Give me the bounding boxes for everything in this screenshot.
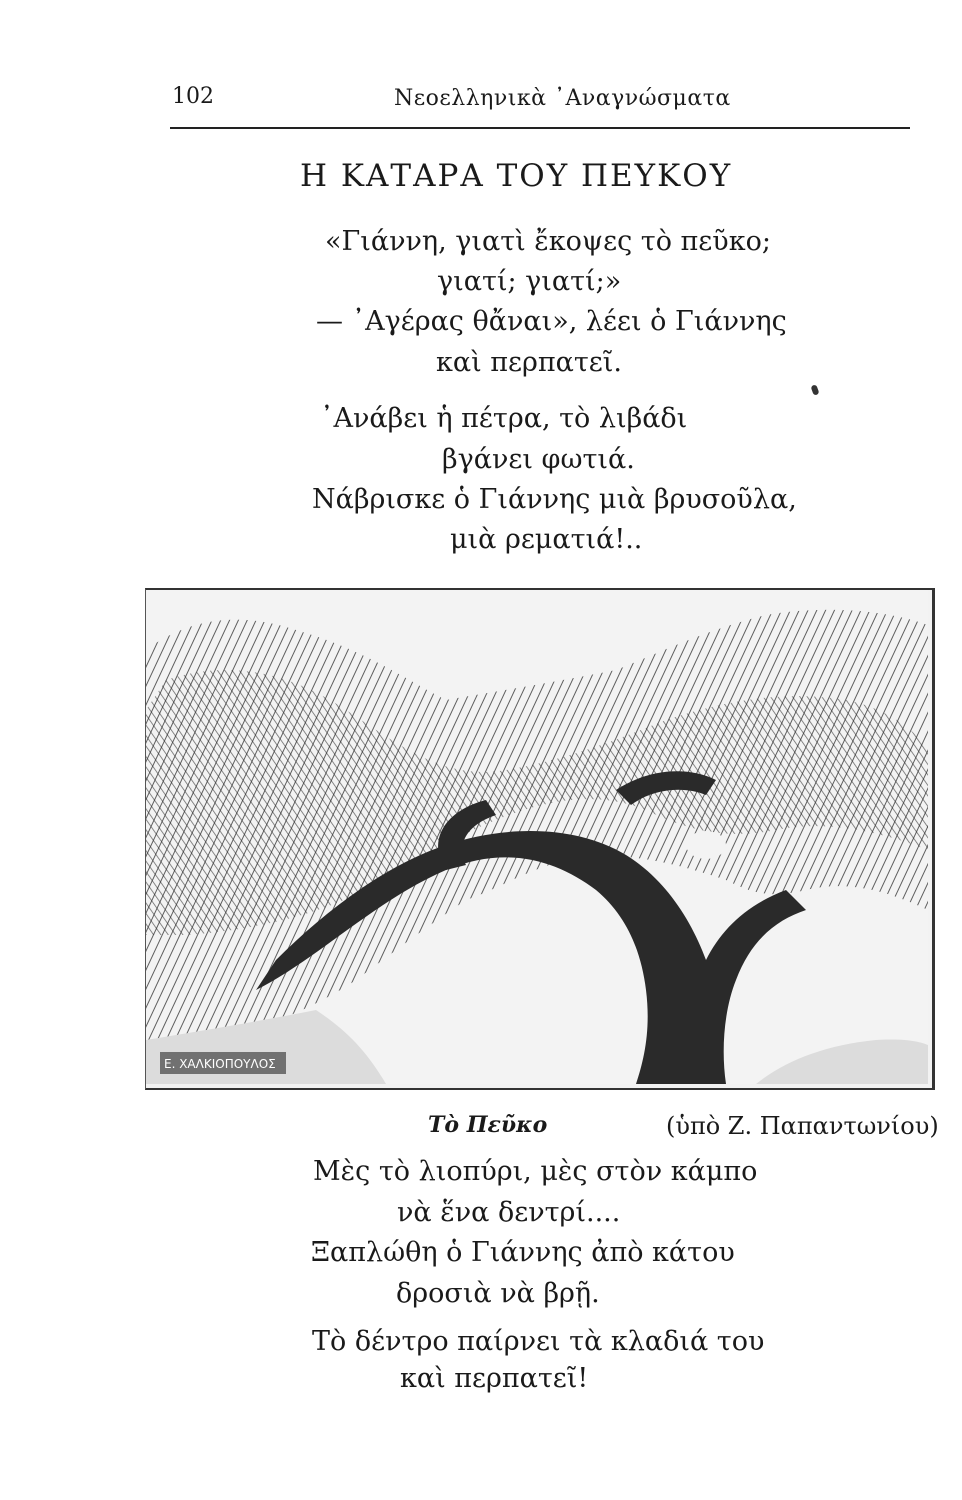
poem-line: Μὲς τὸ λιοπύρι, μὲς στὸν κάμπο — [313, 1156, 758, 1187]
poem-line: νὰ ἕνα δεντρί.... — [397, 1197, 621, 1228]
poem-line: Νάβρισκε ὁ Γιάννης μιὰ βρυσοῦλα, — [312, 484, 797, 515]
poem-line: γιατί; γιατί;» — [437, 266, 622, 297]
poem-line: — ᾿Αγέρας θἄναι», λέει ὁ Γιάννης — [316, 306, 787, 337]
page-number: 102 — [172, 84, 214, 109]
figure-caption-title: Τὸ Πεῦκο — [428, 1112, 548, 1138]
pine-tree-illustration — [145, 588, 935, 1090]
poem-title: Η ΚΑΤΑΡΑ ΤΟΥ ΠΕΥΚΟΥ — [300, 158, 733, 194]
poem-line: δροσιὰ νὰ βρῇ. — [396, 1278, 600, 1309]
ink-speck — [810, 384, 819, 395]
poem-line: μιὰ ρεματιά!.. — [450, 524, 643, 555]
poem-line: ᾿Ανάβει ἡ πέτρα, τὸ λιβάδι — [320, 403, 688, 434]
page-header — [170, 84, 910, 124]
poem-line: βγάνει φωτιά. — [442, 444, 635, 475]
poem-line: Τὸ δέντρο παίρνει τὰ κλαδιά του — [312, 1326, 765, 1357]
header-rule — [170, 127, 910, 129]
poem-line: καὶ περπατεῖ! — [400, 1363, 589, 1394]
poem-line: καὶ περπατεῖ. — [436, 347, 622, 378]
poem-line: Ξαπλώθη ὁ Γιάννης ἀπὸ κάτου — [311, 1237, 735, 1268]
poem-line: «Γιάννη, γιατὶ ἔκοψες τὸ πεῦκο; — [325, 226, 771, 257]
svg-text:Ε. ΧΑΛΚΙΟΠΟΥΛΟΣ: Ε. ΧΑΛΚΙΟΠΟΥΛΟΣ — [164, 1057, 276, 1071]
artist-signature — [160, 1052, 286, 1074]
running-title: Νεοελληνικὰ ᾿Αναγνώσματα — [394, 86, 731, 111]
figure-caption-credit: (ὑπὸ Ζ. Παπαντωνίου) — [666, 1112, 939, 1140]
pine-tree-drawing — [146, 590, 928, 1084]
